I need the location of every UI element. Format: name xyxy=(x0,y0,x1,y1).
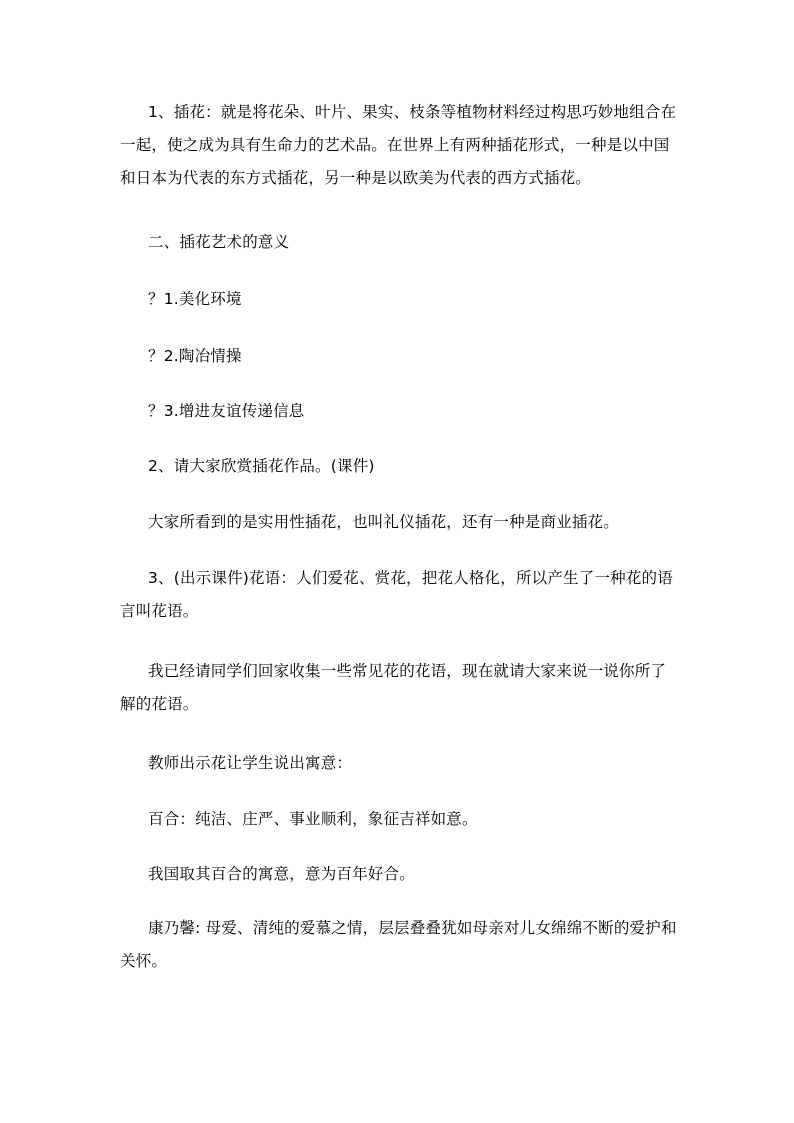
paragraph-collect-meanings: 我已经请同学们回家收集一些常见花的花语，现在就请大家来说一说你所了解的花语。 xyxy=(120,662,667,713)
paragraph-lily: 百合：纯洁、庄严、事业顺利，象征吉祥如意。 xyxy=(148,810,478,828)
paragraph-ikebana-definition: 1、插花：就是将花朵、叶片、果实、枝条等植物材料经过构思巧妙地组合在一起，使之成为具有生命力的艺术品。在世界上有两种插花形式，一种是以中国和日本为代表的东方式插花，另一种是以欧美为代表的西方式插花。 xyxy=(120,103,677,187)
list-item-sentiment: ？2.陶冶情操 xyxy=(148,347,242,365)
paragraph-appreciate-works: 2、请大家欣赏插花作品。(课件) xyxy=(148,457,375,475)
list-item-friendship: ？3.增进友谊传递信息 xyxy=(148,402,305,420)
paragraph-practical-ikebana: 大家所看到的是实用性插花，也叫礼仪插花，还有一种是商业插花。 xyxy=(148,513,620,531)
paragraph-teacher-shows: 教师出示花让学生说出寓意： xyxy=(148,754,353,772)
paragraph-flower-language: 3、(出示课件)花语：人们爱花、赏花，把花人格化，所以产生了一种花的语言叫花语。 xyxy=(120,569,673,620)
section-heading-significance: 二、插花艺术的意义 xyxy=(148,233,290,251)
list-item-beautify: ？1.美化环境 xyxy=(148,290,242,308)
paragraph-lily-meaning: 我国取其百合的寓意，意为百年好合。 xyxy=(148,865,415,883)
paragraph-carnation: 康乃馨: 母爱、清纯的爱慕之情，层层叠叠犹如母亲对儿女绵绵不断的爱护和关怀。 xyxy=(120,919,677,970)
